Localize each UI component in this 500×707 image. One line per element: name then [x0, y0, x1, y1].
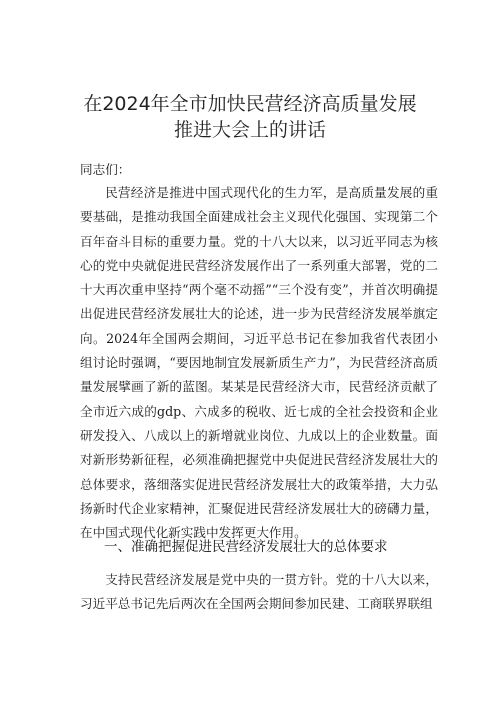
- salutation: 同志们：: [80, 162, 131, 177]
- document-title-line-2: 推进大会上的讲话: [173, 119, 326, 141]
- section-1-paragraph: 支持民营经济发展是党中央的一贯方针。党的十八大以来，习近平总书记先后两次在全国两会期间参加民建、工商联界联组: [80, 572, 438, 612]
- section-heading-1: 一、准确把握促进民营经济发展壮大的总体要求: [104, 539, 388, 555]
- intro-paragraph: 民营经济是推进中国式现代化的生力军，是高质量发展的重要基础，是推动我国全面建成社会主义现代化强国、实现第二个百年奋斗目标的重要力量。党的十八大以来，以习近平同志为核心的党中央就促进民营经济发展作出了一系列重大部署，党的二十大再次重申坚持“两个毫不动摇”“三个没有变”，并首次明确提出促进民营经济发展壮大的论述，进一步为民营经济发展举旗定向。2024年全国两会期间，习近平总书记在参加我省代表团小组讨论时强调，“要因地制宜发展新质生产力”，为民营经济高质量发展擘画了新的蓝图。某某是民营经济大市，民营经济贡献了全市近六成的gdp、六成多的税收、近七成的全社会投资和企业研发投入、八成以上的新增就业岗位、九成以上的企业数量。面对新形势新征程，必须准确把握党中央促进民营经济发展壮大的总体要求，落细落实促进民营经济发展壮大的政策举措，大力弘扬新时代企业家精神，汇聚促进民营经济发展壮大的磅礴力量，在中国式现代化新实践中发挥更大作用。: [80, 185, 438, 541]
- document-title-line-1: 在2024年全市加快民营经济高质量发展: [83, 93, 417, 115]
